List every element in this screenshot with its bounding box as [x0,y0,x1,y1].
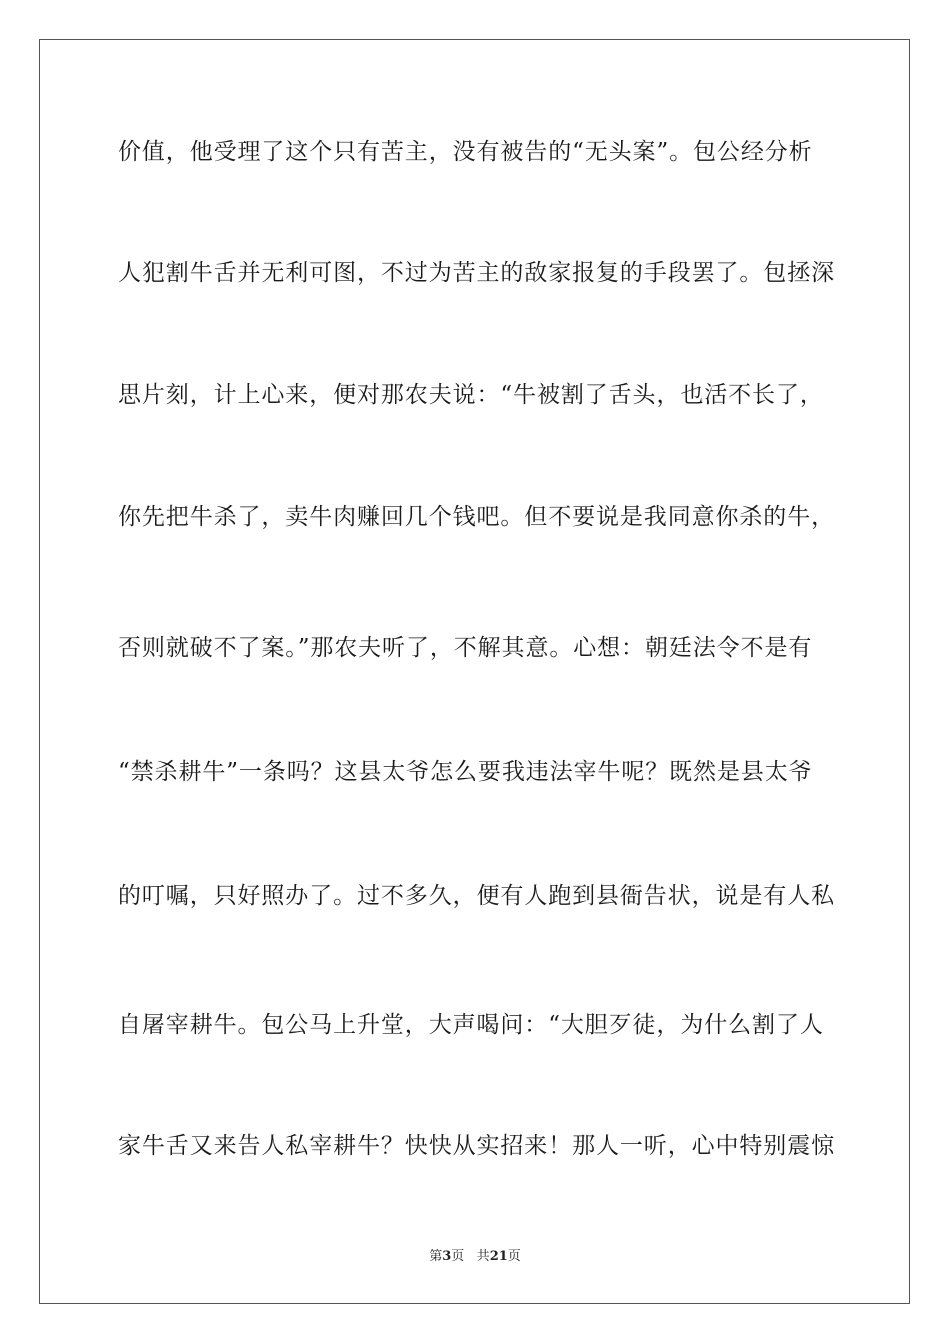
page-number: 3 [442,1249,452,1264]
text-line-5: 否则就破不了案。”那农夫听了，不解其意。心想：朝廷法令不是有 [118,635,813,661]
total-suffix: 页 [507,1249,521,1264]
text-line-1: 价值，他受理了这个只有苦主，没有被告的“无头案”。包公经分析 [118,139,813,165]
text-line-2: 人犯割牛舌并无利可图，不过为苦主的敌家报复的手段罢了。包拯深 [118,260,835,286]
total-prefix: 共 [476,1249,490,1264]
page-prefix: 第 [429,1249,443,1264]
text-line-8: 自屠宰耕牛。包公马上升堂，大声喝问：“大胆歹徒，为什么割了人 [118,1012,824,1038]
total-pages: 21 [489,1249,508,1264]
text-line-6: “禁杀耕牛”一条吗？这县太爷怎么要我违法宰牛呢？既然是县太爷 [118,759,813,785]
page-border [39,39,910,1304]
text-line-9: 家牛舌又来告人私宰耕牛？快快从实招来！那人一听，心中特别震惊 [118,1133,835,1159]
text-line-4: 你先把牛杀了，卖牛肉赚回几个钱吧。但不要说是我同意你杀的牛， [118,504,835,530]
page-suffix: 页 [451,1249,465,1264]
page-footer [0,1248,950,1266]
text-line-3: 思片刻，计上心来，便对那农夫说：“牛被割了舌头，也活不长了， [118,382,824,408]
text-line-7: 的叮嘱，只好照办了。过不多久，便有人跑到县衙告状，说是有人私 [118,883,835,909]
